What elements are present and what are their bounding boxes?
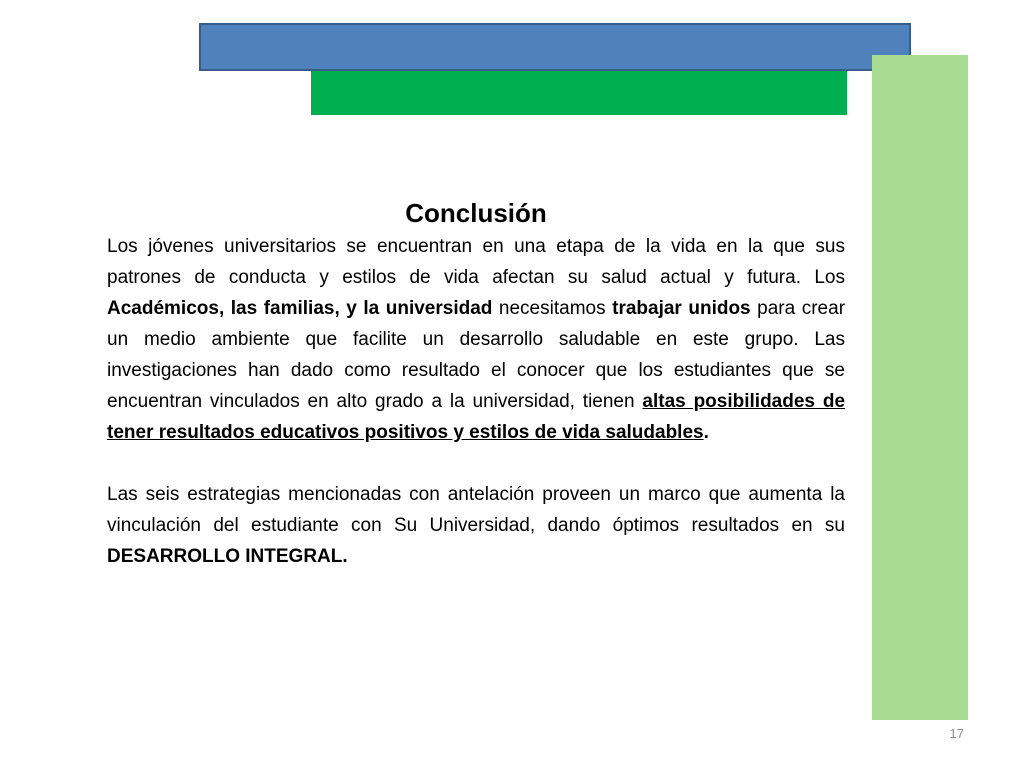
slide-content — [107, 195, 845, 572]
slide-title: Conclusión — [405, 198, 547, 228]
bold-text: DESARROLLO INTEGRAL. — [107, 546, 348, 567]
bold-text: . — [703, 422, 709, 443]
paragraph-text: para crear un medio ambiente que facilite un desarrollo saludable en este grupo. Las investigaciones han dado como resultado el conocer que los estudiantes que se encuentran vinculados en alto grado a la universidad, tienen — [107, 298, 846, 412]
page-number: 17 — [949, 726, 964, 741]
bold-underlined-text: altas posibilidades de tener resultados educativos positivos y estilos de vida saludables — [107, 391, 846, 443]
strategies-paragraph — [107, 479, 845, 572]
paragraph-spacer — [107, 448, 845, 479]
paragraph-text: Las seis estrategias mencionadas con antelación proveen un marco que aumenta la vinculación del estudiante con Su Universidad, dando óptimos resultados en su — [107, 484, 845, 536]
paragraph-text: Los jóvenes universitarios se encuentran en una etapa de la vida en la que sus patrones de conducta y estilos de vida afectan su salud actual y futura. Los — [107, 236, 845, 288]
paragraph-text: necesitamos — [492, 298, 613, 319]
header-blue-bar — [199, 23, 911, 71]
bold-text: Académicos, las familias, y la universidad — [107, 298, 493, 319]
side-green-bar — [872, 55, 968, 720]
bold-text: trabajar unidos — [612, 298, 751, 319]
conclusion-paragraph — [107, 231, 845, 448]
header-green-bar — [311, 71, 847, 115]
